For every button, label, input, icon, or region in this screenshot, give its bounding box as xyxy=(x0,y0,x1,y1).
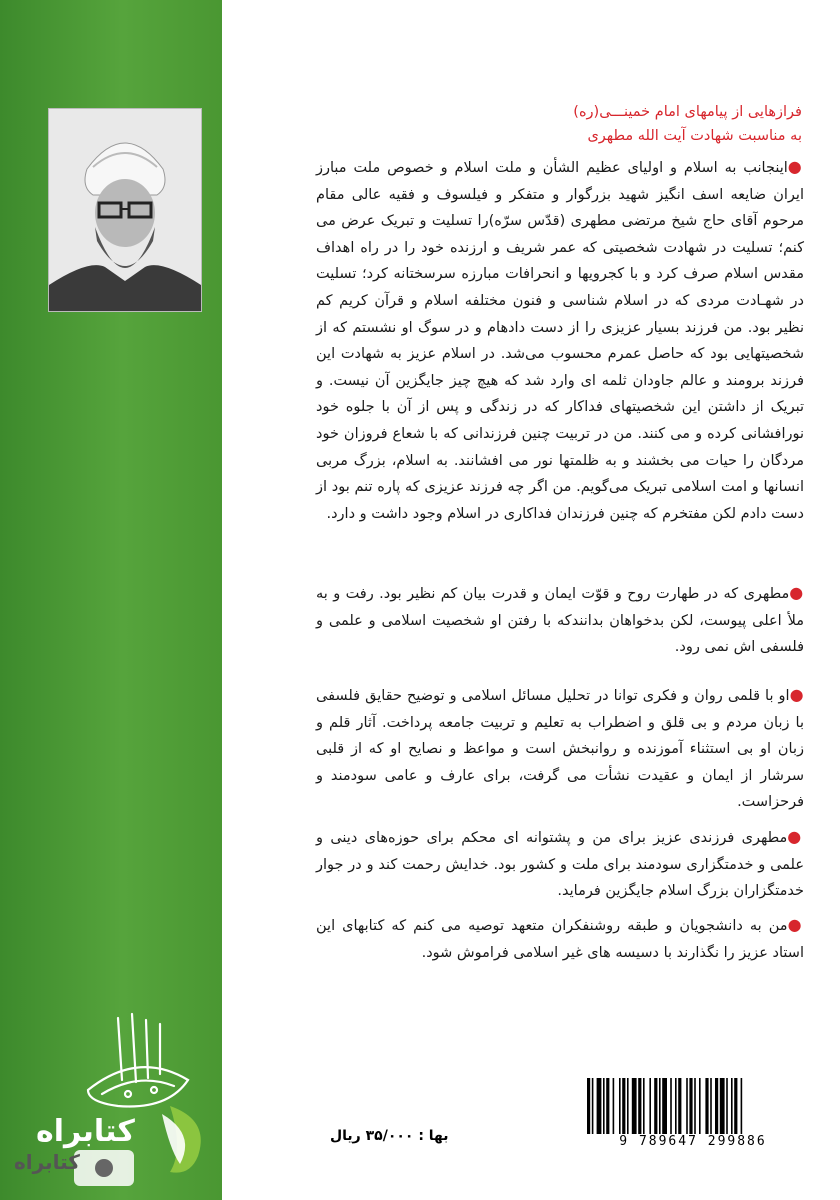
paragraph-4 xyxy=(316,824,804,905)
paragraph-text: مطهری که در طهارت روح و قوّت ایمان و قدرت بیان کم نظیر بود. رفت و به ملأ اعلی پیوست، لکن بدخواهان بدانندکه با رفتن او شخصیت اسلامی و علمی و فلسفی اش نمی رود. xyxy=(316,586,804,656)
bullet-icon: ● xyxy=(787,827,804,846)
bullet-icon: ● xyxy=(787,915,804,934)
heading-line2: به مناسبت شهادت آیت الله مطهری xyxy=(587,128,802,144)
bullet-icon: ● xyxy=(787,157,805,176)
publisher-brand: کتابراه xyxy=(36,1114,135,1149)
paragraph-text: او با قلمی روان و فکری توانا در تحلیل مسائل اسلامی و توضیح حقایق فلسفی با زبان مردم و بی قلق و اضطراب به تعلیم و تربیت جامعه پرداخت. آثار قلم و زبان او بی استثناء آموزنده و روانبخش است و مواعظ و نصایح او که از قلبی سرشار از ایمان و عقیدت نشأت می گرفت، برای عارف و عامی سودمند و فرحزاست. xyxy=(316,688,804,811)
isbn-number: 9 789647 299886 xyxy=(619,1134,767,1149)
watermark-text: کتابراه xyxy=(14,1150,80,1174)
paragraph-text: اینجانب به اسلام و اولیای عظیم الشأن و ملت اسلام و خصوص ملت مبارز ایران ضایعه اسف انگیز شهید بزرگوار و متفکر و فیلسوف و فقیه عالی مقام مرحوم آقای حاج شیخ مرتضی مطهری (قدّس سرّه)را تسلیت و تبریک عرض می کنم؛ تسلیت در شهادت شخصیتی که عمر شریف و ارزنده خود را در راه اهداف مقدس اسلام صرف کرد و با کجرویها و انحرافات مبارزه سرسختانه کرد؛ تسلیت در شهـادت مردی که در اسلام شناسی و فنون مختلفه اسلام و قرآن کریم کم نظیر بود. من فرزند بسیار عزیزی را از دست دادهام و در سوگ او نشستم که از شخصیتهایی بود که حاصل عمرم محسوب می‌شد. در اسلام عزیز به شهادت این فرزند برومند و عالم جاودان ثلمه ای وارد شد که هیچ چیز جایگزین آن نیست. و تبریک از داشتن این شخصیتهای فداکار که در زندگی و پس از آن با جلوه خود نورافشانی کرده و می کنند. من در تربیت چنین فرزندانی که با شعاع فروزان خود مردگان را حیات می بخشند و به ظلمتها نور می افشانند. به اسلام، بزرگ مربی انسانها و امت اسلامی تبریک می‌گویم. من اگر چه فرزند عزیزی که پاره تنم بود از دست دادم لکن مفتخرم که چنین فرزندان فداکاری در اسلام وجود داشت و دارد. xyxy=(316,160,804,522)
paragraph-5 xyxy=(316,912,804,966)
paragraph-3 xyxy=(316,682,804,816)
price-label: بها : ۳۵/۰۰۰ ریال xyxy=(330,1128,449,1144)
portrait-photo xyxy=(48,108,202,312)
paragraph-2 xyxy=(316,580,804,661)
paragraph-1 xyxy=(316,154,804,527)
barcode-icon xyxy=(583,1078,803,1134)
paragraph-text: من به دانشجویان و طبقه روشنفکران متعهد توصیه می کنم که کتابهای این استاد عزیز را نگذارند با دسیسه های غیر اسلامی فراموش شود. xyxy=(316,918,804,961)
heading-line1: فرازهایی از پیامهای امام خمینـــی(ره) xyxy=(573,104,802,120)
bullet-icon: ● xyxy=(789,685,804,704)
heading xyxy=(573,100,802,148)
bullet-icon: ● xyxy=(789,583,804,602)
paragraph-text: مطهری فرزندی عزیز برای من و پشتوانه ای محکم برای حوزه‌های دینی و علمی و خدمتگزاری سودمند برای ملت و کشور بود. خدایش رحمت کند و در جوار خدمتگزاران بزرگ اسلام جایگزین فرماید. xyxy=(316,830,804,900)
